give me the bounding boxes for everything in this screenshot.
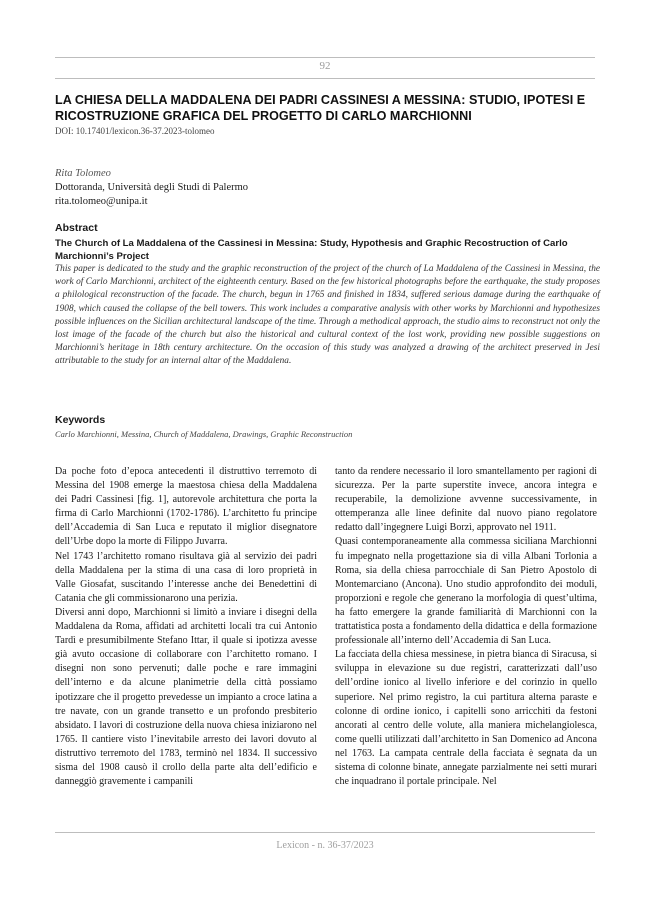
- body-column-right: [335, 465, 597, 789]
- footer-journal: Lexicon - n. 36-37/2023: [276, 840, 374, 851]
- author-block: [55, 167, 248, 209]
- abstract-body: This paper is dedicated to the study and the graphic reconstruction of the project of the church of La Maddalena of the Cassinesi in Messina, the work of Carlo Marchionni, architect of the eighteenth century. Based on the few historical photographs before the earthquake, the study proposes a philological reconstruction of the facade. The church, begun in 1765 and finished in 1834, suffered serious damage during the earthquake of 1908, which caused the collapse of the bell towers. This work includes a comparative analysis with other works by Marchionni and hypothesizes possible influences on the Sicilian architectural landscape of the time. Through a methodical approach, the studio aims to reconstruct not only the lost image of the facade of the church but also the historical and cultural context of the lost work, providing new possible suggestions on Marchionni’s heritage in 18th century architecture. On the occasion of this study was analyzed a drawing of the architect preserved in Jesi attributable to the study for an internal altar of the Maddalena.: [55, 264, 600, 367]
- keywords-section: [55, 414, 600, 439]
- author-email: rita.tolomeo@unipa.it: [55, 196, 148, 207]
- article-title: LA CHIESA DELLA MADDALENA DEI PADRI CASSINESI A MESSINA: STUDIO, IPOTESI E RICOSTRUZIONE GRAFICA DEL PROGETTO DI CARLO MARCHIONNI: [55, 93, 586, 123]
- body-paragraph: Da poche foto d’epoca antecedenti il distruttivo terremoto di Messina del 1908 emerge la maestosa chiesa della Maddalena dei Padri Cassinesi [fig. 1], autorevole architettura che porta la firma di Carlo Marchionni (1702-1786). L’architetto fu principe dell’Accademia di San Luca e reputato il miglior disegnatore dell’Urbe dopo la morte di Filippo Juvarra.: [55, 466, 317, 548]
- body-paragraph: Quasi contemporaneamente alla commessa siciliana Marchionni fu impegnato nella progettazione sia di villa Albani Torlonia a Roma, sia della chiesa parrocchiale di San Pietro Apostolo di Montemarciano (Ancona). Uno studio approfondito dei moduli, proporzioni e regole che generano la morfologia di quest’ultima, ha fatto emergere la grande familiarità di Marchionni con la trattatistica posta a fondamento della didattica e della formazione professionale all’interno dell’Accademia di San Luca.: [335, 536, 597, 647]
- keywords-heading: Keywords: [55, 414, 106, 426]
- body-paragraph: tanto da rendere necessario il loro smantellamento per ragioni di sicurezza. Per la parte superstite invece, ancora integra e recuperabile, la demolizione avvenne successivamente, in ottemperanza alle linee definite dal nuovo piano regolatore redatto dall’ingegnere Luigi Borzì, approvato nel 1911.: [335, 466, 597, 534]
- keywords-list: Carlo Marchionni, Messina, Church of Maddalena, Drawings, Graphic Reconstruction: [55, 429, 353, 439]
- abstract-title: The Church of La Maddalena of the Cassinesi in Messina: Study, Hypothesis and Graphic Recostruction of Carlo Marchionni’s Project: [55, 238, 568, 262]
- author-affiliation: Dottoranda, Università degli Studi di Palermo: [55, 182, 249, 193]
- author-name: Rita Tolomeo: [55, 168, 111, 179]
- body-paragraph: La facciata della chiesa messinese, in pietra bianca di Siracusa, si sviluppa in elevazione su due registri, caratterizzati dall’uso dell’ordine ionico al livello inferiore e del corinzio in quello superiore. Nel primo registro, la cui partitura alterna paraste e colonne di ordine ionico, i capitelli sono arricchiti da festoni ancorati al centro delle volute, alla maniera michelangiolesca, come quelli utilizzati dall’architetto in San Domenico ad Ancona nel 1763. La campata centrale della facciata è segnata da un sistema di colonne binate, annegate parzialmente nei setti murari che inquadrano il portale principale. Nel: [335, 649, 597, 788]
- abstract-heading: Abstract: [55, 222, 98, 234]
- body-column-left: [55, 465, 317, 789]
- header-rule-top: [55, 57, 595, 58]
- body-paragraph: Nel 1743 l’architetto romano risultava già al servizio dei padri della Maddalena per la stima di una casa di loro proprietà in Valle Giosafat, suscitando l’interesse anche dei Benedettini di Catania che gli commissionarono una perizia.: [55, 550, 317, 604]
- page-number: 92: [319, 60, 331, 72]
- footer-rule: [55, 832, 595, 833]
- header-rule-bottom: [55, 78, 595, 79]
- body-paragraph: Diversi anni dopo, Marchionni si limitò a inviare i disegni della Maddalena da Roma, affidati ad architetti locali tra cui Antonio Tardì e presumibilmente Stefano Ittar, il quale si ipotizza avesse già avuto occasione di collaborare con l’architetto romano. I disegni non sono pervenuti; dalle poche e rare immagini dell’interno e da alcune planimetrie della città possiamo ipotizzare che il progetto prevedesse un impianto a croce latina a tre navate, con un grande transetto e un profondo presbiterio absidato. I lavori di costruzione della nuova chiesa iniziarono nel 1765. Il cantiere visto l’inevitabile arresto dei lavori dovuto al distruttivo terremoto del 1783, terminò nel 1834. Il successivo sisma del 1908 causò il crollo della parte alta dell’edificio e danneggiò gravemente i campanili: [55, 606, 317, 788]
- abstract-section: [55, 222, 600, 369]
- doi: DOI: 10.17401/lexicon.36-37.2023-tolomeo: [55, 126, 215, 136]
